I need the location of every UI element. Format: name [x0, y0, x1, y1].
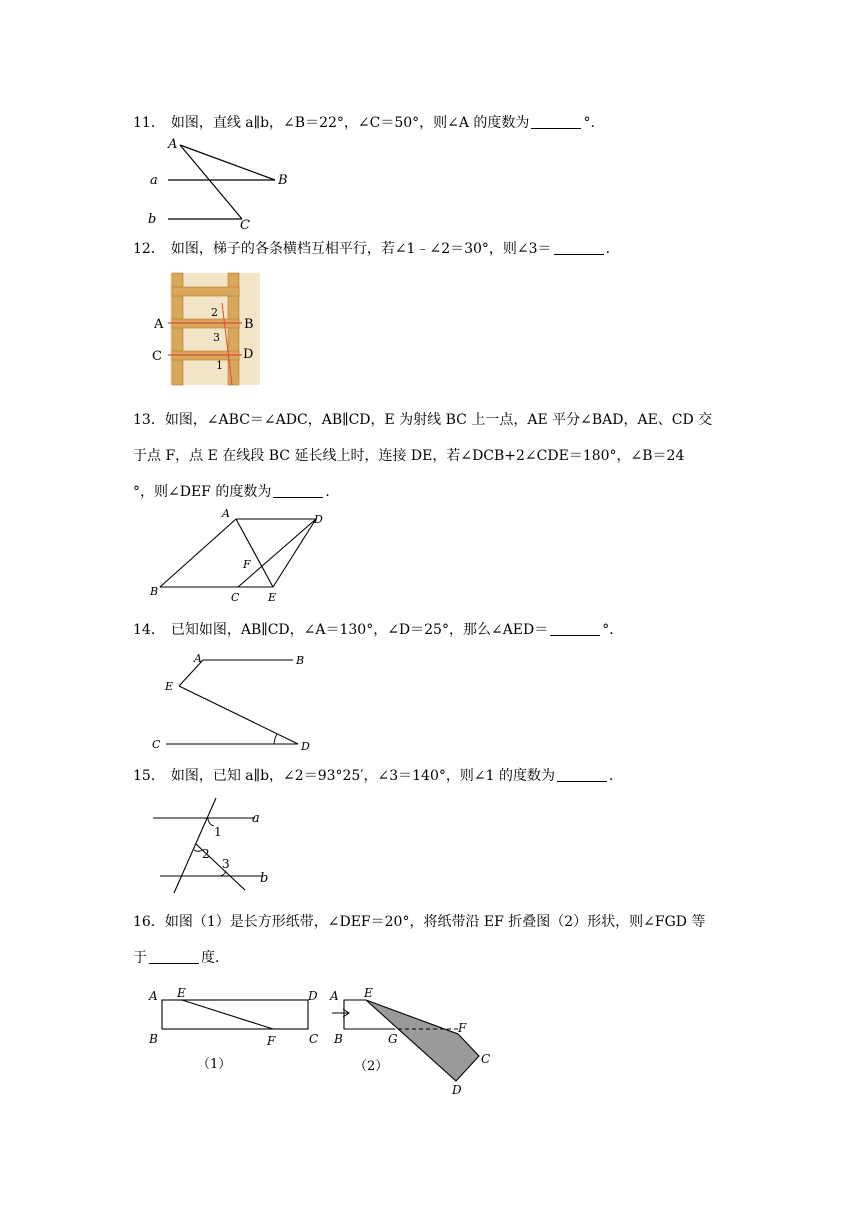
label-F: F [458, 1021, 467, 1035]
label-B: B [278, 173, 288, 188]
label-C: C [152, 738, 161, 751]
question-text-end: ． [325, 484, 340, 500]
angle-D-arc [274, 734, 277, 744]
segment-DC [238, 519, 316, 587]
label-angle-3: 3 [222, 857, 230, 871]
ladder-rung-1 [172, 287, 239, 296]
question-text-end: °． [583, 115, 605, 131]
question-number: 15． [133, 768, 165, 784]
label-E: E [364, 986, 373, 1000]
label-G: G [388, 1032, 398, 1046]
question-text: 如图，梯子的各条横档互相平行，若∠1﹣∠2＝30°，则∠3＝ [170, 241, 552, 257]
question-number: 13． [133, 412, 165, 428]
label-A: A [168, 137, 178, 152]
question-16 [133, 904, 733, 976]
label-A: A [194, 652, 202, 665]
segment-AE [236, 519, 273, 587]
figure-q13 [148, 505, 338, 605]
label-a: a [252, 811, 260, 826]
label-A: A [149, 989, 158, 1003]
segment-ED [179, 686, 298, 744]
rectangle-strip [162, 1000, 308, 1029]
label-b: b [148, 212, 157, 227]
answer-blank[interactable] [557, 767, 607, 782]
question-text-end: °． [602, 622, 624, 638]
question-12 [133, 240, 733, 258]
label-E: E [268, 591, 277, 604]
segment-EF [182, 1000, 273, 1029]
label-angle-1: 1 [214, 825, 222, 839]
label-B: B [244, 317, 254, 332]
figure-caption-1: （1） [197, 1057, 232, 1072]
question-15 [133, 767, 733, 785]
question-text-line2: 于 [133, 950, 147, 966]
answer-blank[interactable] [149, 949, 199, 964]
answer-blank[interactable] [554, 240, 604, 255]
question-text-end: ． [605, 241, 620, 257]
label-B: B [149, 1032, 158, 1046]
answer-blank[interactable] [531, 114, 581, 129]
label-B: B [296, 654, 305, 667]
question-text-line1: 如图，∠ABC＝∠ADC，AB∥CD，E 为射线 BC 上一点，AE 平分∠BAD，AE、CD 交 [164, 412, 713, 428]
label-B: B [334, 1032, 343, 1046]
label-A: A [330, 989, 339, 1003]
question-number: 16． [133, 914, 165, 930]
segment-DE [273, 519, 316, 587]
segment-AB [160, 519, 236, 587]
label-C: C [240, 218, 250, 233]
question-number: 14． [133, 622, 165, 638]
angle-2-arc [194, 850, 202, 851]
question-number: 12． [133, 241, 165, 257]
question-text: 如图，直线 a∥b，∠B＝22°，∠C＝50°，则∠A 的度数为 [170, 115, 530, 131]
question-text: 如图，已知 a∥b，∠2＝93°25′，∠3＝140°，则∠1 的度数为 [170, 768, 555, 784]
figure-q15 [150, 796, 280, 896]
label-b: b [260, 871, 269, 886]
question-text-line3: °，则∠DEF 的度数为 [133, 484, 272, 500]
label-angle-2: 2 [202, 847, 210, 861]
figure-q16-1 [145, 984, 330, 1074]
question-14 [133, 621, 733, 639]
question-text: 已知如图，AB∥CD，∠A＝130°，∠D＝25°，那么∠AED＝ [170, 622, 549, 638]
label-angle-2: 2 [211, 306, 218, 319]
label-C: C [231, 591, 240, 604]
figure-q16-2 [316, 984, 501, 1099]
label-C: C [152, 349, 162, 364]
label-F: F [243, 558, 251, 571]
label-C: C [309, 1032, 319, 1046]
question-text-line2: 于点 F，点 E 在线段 BC 延长线上时，连接 DE，若∠DCB+2∠CDE＝180°，∠B＝24 [133, 448, 685, 464]
label-E: E [165, 680, 174, 693]
transversal-1 [174, 798, 216, 893]
figure-caption-2: （2） [354, 1059, 389, 1074]
question-number: 11． [133, 115, 165, 131]
label-angle-3: 3 [213, 331, 220, 344]
label-F: F [267, 1034, 276, 1048]
answer-blank[interactable] [550, 621, 600, 636]
label-D: D [452, 1083, 462, 1097]
figure-q11 [140, 135, 300, 233]
question-text-end: ． [608, 768, 623, 784]
label-D: D [301, 740, 310, 753]
label-C: C [481, 1052, 491, 1066]
label-A: A [154, 317, 164, 332]
label-D: D [243, 347, 254, 362]
answer-blank[interactable] [273, 483, 323, 498]
label-A: A [222, 507, 230, 520]
question-text-end: 度． [201, 950, 229, 966]
label-E: E [177, 986, 186, 1000]
question-11 [133, 114, 733, 132]
figure-q14 [148, 650, 323, 755]
label-D: D [308, 989, 318, 1003]
figure-q12-ladder [150, 273, 260, 385]
question-13 [133, 402, 733, 510]
label-a: a [150, 173, 158, 188]
label-B: B [150, 585, 159, 598]
label-D: D [314, 513, 323, 526]
question-text-line1: 如图（1）是长方形纸带，∠DEF＝20°，将纸带沿 EF 折叠图（2）形状，则∠FGD 等 [164, 914, 706, 930]
label-angle-1: 1 [216, 359, 223, 372]
